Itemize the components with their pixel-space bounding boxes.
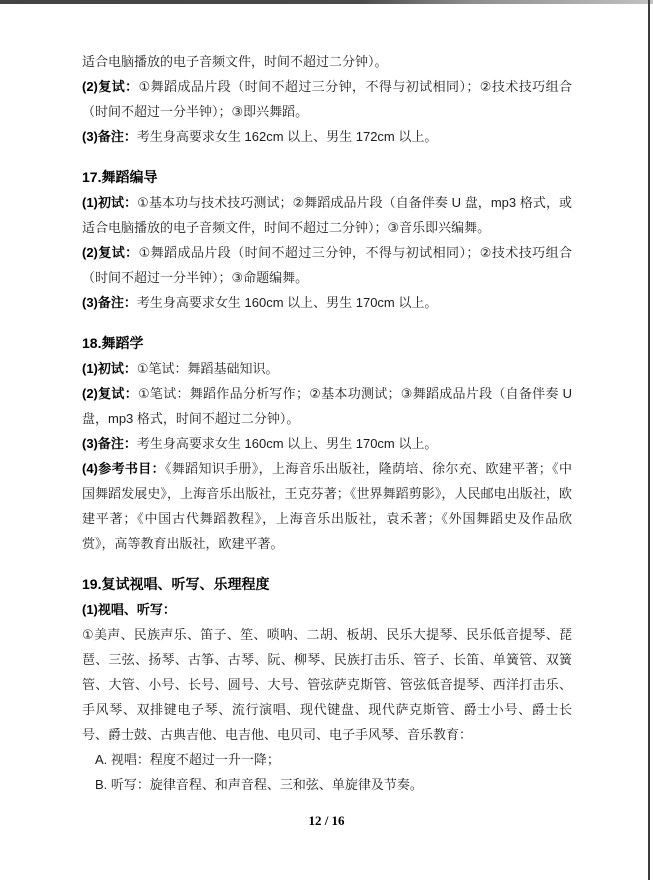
paragraph-note: (3)备注：考生身高要求女生 160cm 以上、男生 170cm 以上。 bbox=[82, 295, 438, 310]
paragraph-label: (3)备注： bbox=[82, 129, 137, 144]
page-number: 12 / 16 bbox=[308, 813, 345, 828]
paragraph-label: (2)复试： bbox=[82, 386, 138, 401]
page-footer bbox=[0, 812, 653, 830]
section-18-heading: 18.舞蹈学 bbox=[82, 335, 144, 351]
sub-item-dictation: B. 听写：旋律音程、和声音程、三和弦、单旋律及节奏。 bbox=[95, 777, 423, 792]
section-19-heading: 19.复试视唱、听写、乐理程度 bbox=[82, 576, 270, 592]
paragraph-note: (3)备注：考生身高要求女生 162cm 以上、男生 172cm 以上。 bbox=[82, 129, 438, 144]
paragraph-label: (3)备注： bbox=[82, 436, 137, 451]
paragraph-label: (1)视唱、听写： bbox=[82, 602, 176, 617]
paragraph-sight-singing-heading bbox=[82, 597, 572, 622]
paragraph-reference-books: (4)参考书目：《舞蹈知识手册》，上海音乐出版社，隆荫培、徐尔充、欧建平著；《中国舞蹈发展史》，上海音乐出版社，王克芬著；《世界舞蹈剪影》，人民邮电出版社，欧建平著；《中国古代舞蹈教程》，上海音乐出版社，袁禾著；《外国舞蹈史及作品欣赏》，高等教育出版社，欧建平著。 bbox=[82, 461, 572, 551]
paragraph-label: (1)初试： bbox=[82, 195, 138, 210]
sub-item-sight-singing: A. 视唱：程度不超过一升一降； bbox=[95, 752, 280, 767]
paragraph-label: (2)复试： bbox=[82, 245, 139, 260]
document-content bbox=[82, 49, 572, 797]
scan-edge-right bbox=[648, 0, 650, 880]
paragraph-label: (4)参考书目： bbox=[82, 461, 165, 476]
paragraph-label: (1)初试： bbox=[82, 361, 137, 376]
paragraph-retest: (2)复试：①舞蹈成品片段（时间不超过三分钟，不得与初试相同）；②技术技巧组合（时间不超过一分半钟）；③即兴舞蹈。 bbox=[82, 79, 573, 119]
scan-edge-top bbox=[0, 0, 653, 4]
paragraph-label: (3)备注： bbox=[82, 295, 137, 310]
paragraph-retest: (2)复试：①舞蹈成品片段（时间不超过三分钟，不得与初试相同）；②技术技巧组合（时间不超过一分半钟）；③命题编舞。 bbox=[82, 245, 573, 285]
paragraph-note: (3)备注：考生身高要求女生 160cm 以上、男生 170cm 以上。 bbox=[82, 436, 438, 451]
section-17-heading: 17.舞蹈编导 bbox=[82, 169, 158, 185]
paragraph-first-test: (1)初试：①基本功与技术技巧测试；②舞蹈成品片段（自备伴奏 U 盘，mp3 格式，或适合电脑播放的电子音频文件，时间不超过二分钟）；③音乐即兴编舞。 bbox=[82, 195, 573, 235]
paragraph-retest: (2)复试：①笔试：舞蹈作品分析写作；②基本功测试；③舞蹈成品片段（自备伴奏 U 盘，mp3 格式，时间不超过二分钟）。 bbox=[82, 386, 573, 426]
paragraph-first-test: (1)初试：①笔试：舞蹈基础知识。 bbox=[82, 361, 279, 376]
paragraph-instrument-list: ①美声、民族声乐、笛子、笙、唢呐、二胡、板胡、民乐大提琴、民乐低音提琴、琵琶、三弦、扬琴、古筝、古琴、阮、柳琴、民族打击乐、管子、长笛、单簧管、双簧管、大管、小号、长号、圆号、大号、管弦萨克斯管、管弦低音提琴、西洋打击乐、手风琴、双排键电子琴、流行演唱、现代键盘、现代萨克斯管、爵士小号、爵士长号、爵士鼓、古典吉他、电吉他、电贝司、电子手风琴、音乐教育： bbox=[82, 627, 572, 742]
paragraph-label: (2)复试： bbox=[82, 79, 139, 94]
paragraph-continuation: 适合电脑播放的电子音频文件，时间不超过二分钟）。 bbox=[82, 54, 388, 69]
